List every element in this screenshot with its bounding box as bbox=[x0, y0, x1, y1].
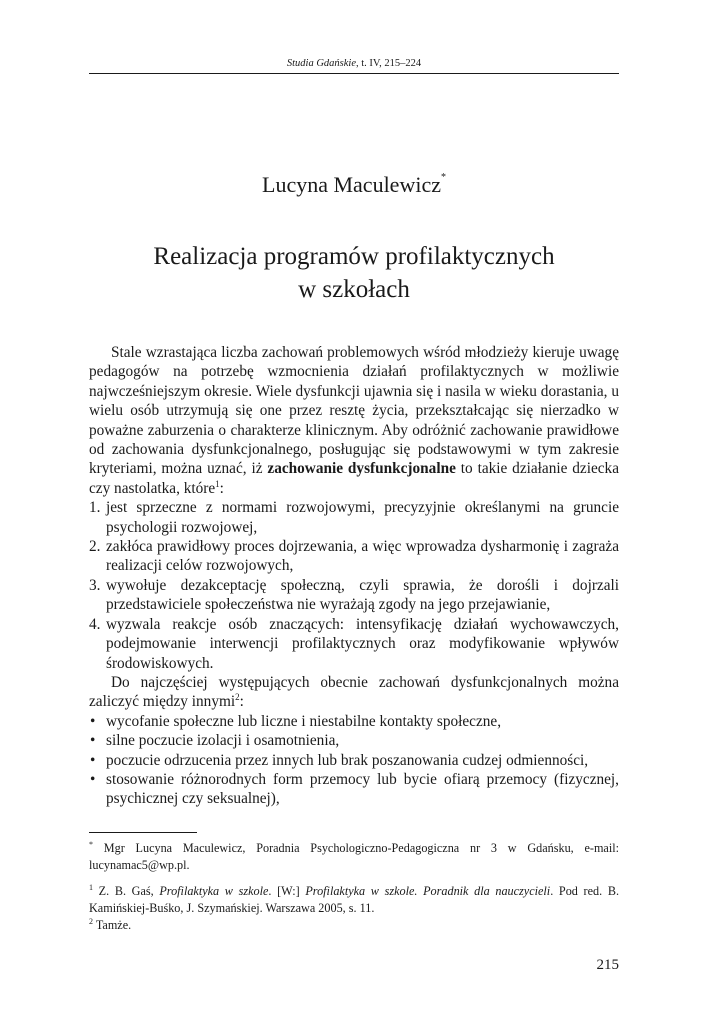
footnote-book-title: Profilaktyka w szkole. Poradnik dla nauczycieli bbox=[305, 884, 551, 898]
list-item-text: stosowanie różnorodnych form przemocy lub bycie ofiarą przemocy (fizycznej, psychicznej czy seksualnej), bbox=[106, 770, 619, 808]
journal-volume-pages: , t. IV, 215–224 bbox=[355, 58, 422, 69]
list-item bbox=[89, 770, 619, 809]
list-item-text: poczucie odrzucenia przez innych lub brak poszanowania cudzej odmienności, bbox=[106, 751, 589, 769]
behaviors-list bbox=[89, 712, 619, 809]
intro-colon: : bbox=[219, 479, 224, 497]
footnote-text: . Pod red. B. Kamińskiej-Buśko, J. Szymańskiej. Warszawa 2005, s. 11. bbox=[89, 884, 620, 915]
list-number: 4. bbox=[89, 615, 101, 633]
article-title bbox=[89, 240, 619, 306]
list-item-text: silne poczucie izolacji i osamotnienia, bbox=[106, 732, 340, 750]
footnote-rule bbox=[89, 832, 197, 833]
list-number: 3. bbox=[89, 576, 101, 594]
intro-paragraph bbox=[89, 343, 619, 498]
intro-text: Stale wzrastająca liczba zachowań problemowych wśród młodzieży kieruje uwagę pedagogów na potrzebę wzmocnienia działań profilaktycznych w możliwie najwcześniejszym okresie. Wiele dysfunkcji ujawnia się i nasila w wieku dorastania, u wielu osób utrzymują się one przez resztę życia, przekształcając się nierzadko w poważne zaburzenia o charakterze klinicznym. Aby odróżnić zachowanie prawidłowe od zachowania dysfunkcjonalnego, posługując się podstawowymi w tym zakresie kryteriami, można uznać, iż bbox=[89, 344, 619, 478]
article-body bbox=[89, 343, 619, 809]
footnote-author bbox=[89, 840, 619, 874]
running-header bbox=[89, 58, 619, 69]
list-item bbox=[89, 712, 619, 731]
second-paragraph-text: Do najczęściej występujących obecnie zachowań dysfunkcjonalnych można zaliczyć między innymi bbox=[89, 673, 619, 711]
list-item-text: zakłóca prawidłowy proces dojrzewania, a więc wprowadza dysharmonię i zagraża realizacji celów rozwojowych, bbox=[106, 538, 619, 575]
footnote-text: Z. B. Gaś, bbox=[93, 884, 160, 898]
list-item-text: wycofanie społeczne lub liczne i niestabilne kontakty społeczne, bbox=[106, 712, 502, 730]
intro-bold-term: zachowanie dysfunkcjonalne bbox=[267, 460, 456, 478]
list-item bbox=[89, 576, 619, 615]
list-item bbox=[89, 751, 619, 770]
author-name-text: Lucyna Maculewicz bbox=[262, 172, 441, 197]
criteria-list bbox=[89, 498, 619, 673]
list-number: 1. bbox=[89, 499, 101, 517]
footnote-1 bbox=[89, 883, 619, 917]
footnote-ref-2: 2 bbox=[235, 692, 240, 703]
footnote-ref-1: 1 bbox=[215, 478, 220, 489]
footnote-mark: 1 bbox=[89, 883, 93, 892]
footnotes bbox=[89, 840, 619, 934]
footnote-mark: * bbox=[89, 840, 93, 849]
intro-text-cont: to takie działanie dziecka czy nastolatka, które bbox=[89, 460, 619, 497]
author-footnote-mark: * bbox=[440, 172, 446, 183]
bullet-icon: • bbox=[90, 770, 96, 788]
footnote-text: Mgr Lucyna Maculewicz, Poradnia Psychologiczno-Pedagogiczna nr 3 w Gdańsku, e-mail: lucynamac5@wp.pl. bbox=[89, 841, 619, 872]
list-item bbox=[89, 498, 619, 537]
list-item-text: jest sprzeczne z normami rozwojowymi, precyzyjnie określanymi na gruncie psychologii rozwojowej, bbox=[106, 499, 619, 536]
list-number: 2. bbox=[89, 538, 101, 556]
journal-name: Studia Gdańskie bbox=[286, 58, 356, 69]
footnote-mark: 2 bbox=[89, 917, 93, 926]
footnote-title: Profilaktyka w szkole bbox=[159, 884, 269, 898]
list-item bbox=[89, 537, 619, 576]
bullet-icon: • bbox=[90, 732, 96, 750]
header-rule bbox=[89, 73, 619, 74]
bullet-icon: • bbox=[90, 751, 96, 769]
list-item bbox=[89, 615, 619, 673]
list-item bbox=[89, 731, 619, 750]
author-name bbox=[89, 172, 619, 198]
footnote-2 bbox=[89, 917, 619, 934]
footnote-gap bbox=[89, 874, 619, 883]
list-item-text: wyzwala reakcje osób znaczących: intensyfikację działań wychowawczych, podejmowanie interwencji profilaktycznych oraz modyfikowanie wpływów środowiskowych. bbox=[106, 615, 619, 672]
second-paragraph-colon: : bbox=[239, 693, 244, 711]
title-line-2: w szkołach bbox=[298, 276, 410, 303]
page-number: 215 bbox=[596, 957, 619, 973]
second-paragraph bbox=[89, 673, 619, 712]
footnote-text: . [W:] bbox=[268, 884, 306, 898]
title-line-1: Realizacja programów profilaktycznych bbox=[153, 243, 555, 270]
footnote-text: Tamże. bbox=[93, 918, 132, 932]
bullet-icon: • bbox=[90, 712, 96, 730]
list-item-text: wywołuje dezakceptację społeczną, czyli sprawia, że dorośli i dojrzali przedstawiciele społeczeństwa nie wyrażają zgody na jego przejawianie, bbox=[106, 576, 619, 614]
